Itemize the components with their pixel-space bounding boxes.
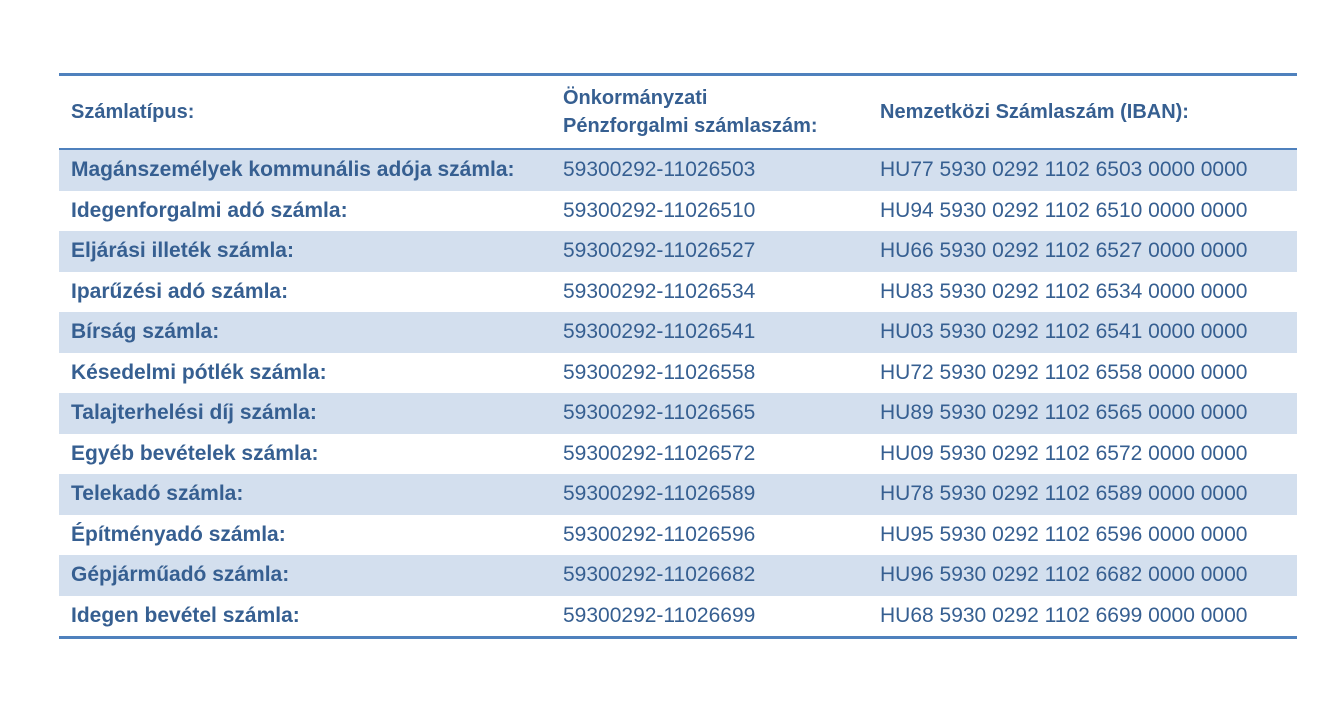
local-account-cell: 59300292-11026596 (563, 522, 756, 546)
iban-cell: HU09 5930 0292 1102 6572 0000 0000 (880, 441, 1248, 465)
header-local-line2: Pénzforgalmi számlaszám: (563, 115, 818, 137)
header-local-line1: Önkormányzati (563, 87, 708, 109)
local-account-cell: 59300292-11026572 (563, 441, 756, 465)
table-row (59, 555, 1297, 596)
iban-cell: HU83 5930 0292 1102 6534 0000 0000 (880, 279, 1248, 303)
iban-cell: HU78 5930 0292 1102 6589 0000 0000 (880, 482, 1248, 506)
local-account-cell: 59300292-11026565 (563, 401, 756, 425)
local-account-cell: 59300292-11026534 (563, 279, 756, 303)
iban-cell: HU94 5930 0292 1102 6510 0000 0000 (880, 198, 1248, 222)
account-type-cell: Egyéb bevételek számla: (71, 441, 319, 465)
iban-cell: HU03 5930 0292 1102 6541 0000 0000 (880, 320, 1248, 344)
account-type-cell: Talajterhelési díj számla: (71, 401, 317, 425)
table-row (59, 353, 1297, 394)
table-row (59, 596, 1297, 637)
header-local-account (549, 84, 866, 140)
table-row (59, 231, 1297, 272)
table-row (59, 191, 1297, 232)
account-type-cell: Magánszemélyek kommunális adója számla: (71, 158, 515, 182)
iban-cell: HU96 5930 0292 1102 6682 0000 0000 (880, 563, 1248, 587)
local-account-cell: 59300292-11026682 (563, 563, 756, 587)
account-type-cell: Gépjárműadó számla: (71, 563, 290, 587)
local-account-cell: 59300292-11026541 (563, 320, 756, 344)
account-type-cell: Építményadó számla: (71, 522, 286, 546)
table-row (59, 312, 1297, 353)
account-type-cell: Iparűzési adó számla: (71, 279, 289, 303)
table-row (59, 393, 1297, 434)
iban-cell: HU72 5930 0292 1102 6558 0000 0000 (880, 360, 1248, 384)
account-type-cell: Késedelmi pótlék számla: (71, 360, 327, 384)
table-row (59, 474, 1297, 515)
table-row (59, 515, 1297, 556)
iban-cell: HU89 5930 0292 1102 6565 0000 0000 (880, 401, 1248, 425)
account-type-cell: Bírság számla: (71, 320, 220, 344)
account-table (59, 73, 1297, 639)
local-account-cell: 59300292-11026589 (563, 482, 756, 506)
account-type-cell: Idegenforgalmi adó számla: (71, 198, 348, 222)
iban-cell: HU66 5930 0292 1102 6527 0000 0000 (880, 239, 1248, 263)
local-account-cell: 59300292-11026699 (563, 603, 756, 627)
table-row (59, 150, 1297, 191)
account-type-cell: Eljárási illeték számla: (71, 239, 294, 263)
header-iban: Nemzetközi Számlaszám (IBAN): (880, 100, 1189, 123)
account-type-cell: Telekadó számla: (71, 482, 244, 506)
local-account-cell: 59300292-11026527 (563, 239, 756, 263)
account-type-cell: Idegen bevétel számla: (71, 603, 300, 627)
table-header (59, 76, 1297, 150)
local-account-cell: 59300292-11026558 (563, 360, 756, 384)
iban-cell: HU68 5930 0292 1102 6699 0000 0000 (880, 603, 1248, 627)
iban-cell: HU77 5930 0292 1102 6503 0000 0000 (880, 158, 1248, 182)
table-row (59, 272, 1297, 313)
local-account-cell: 59300292-11026510 (563, 198, 756, 222)
iban-cell: HU95 5930 0292 1102 6596 0000 0000 (880, 522, 1248, 546)
header-account-type: Számlatípus: (71, 100, 195, 123)
local-account-cell: 59300292-11026503 (563, 158, 756, 182)
table-row (59, 434, 1297, 475)
